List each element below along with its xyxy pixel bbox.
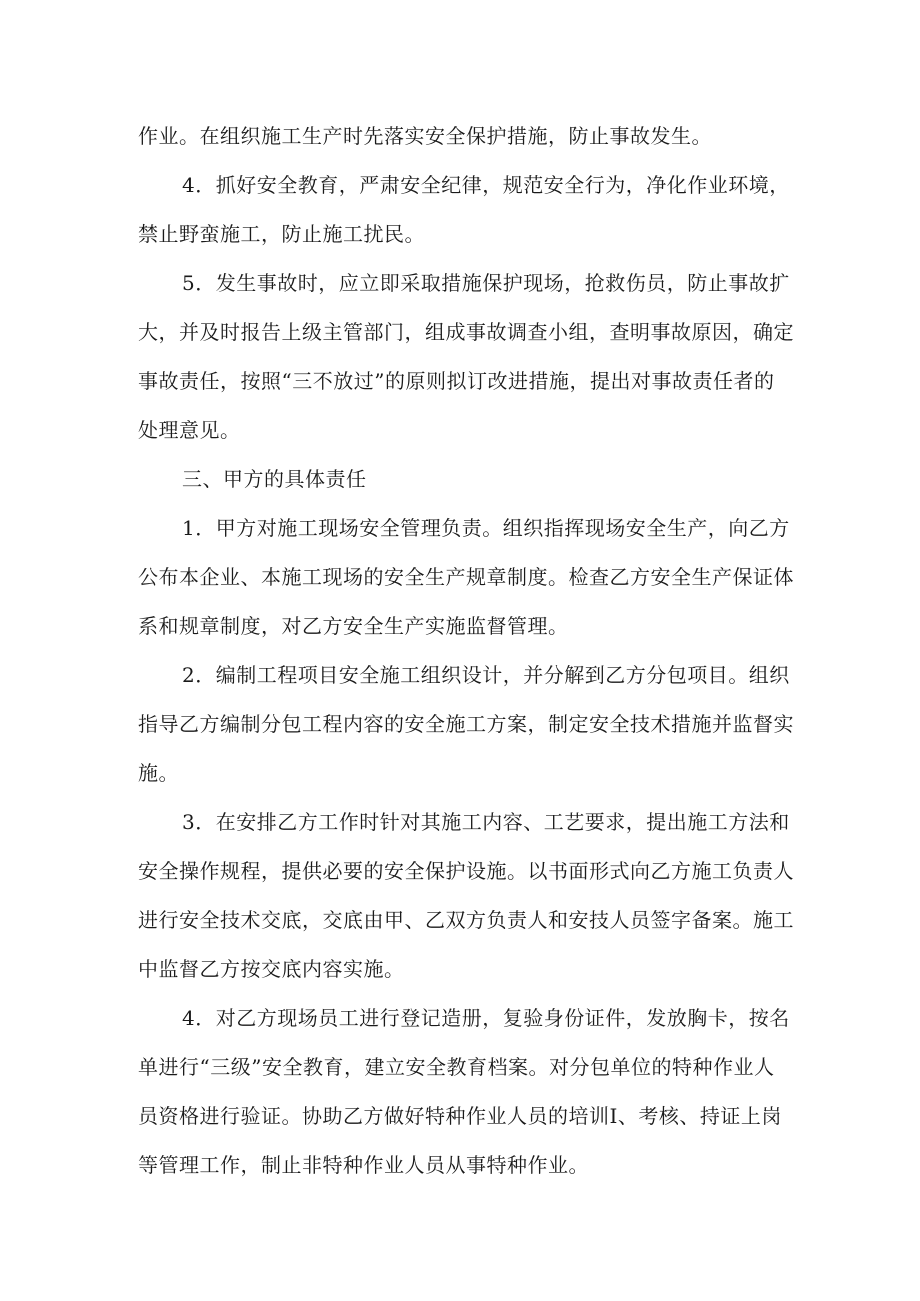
paragraph-line: 4．抓好安全教育，严肃安全纪律，规范安全行为，净化作业环境，	[182, 173, 790, 197]
paragraph-line: 员资格进行验证。协助乙方做好特种作业人员的培训I、考核、持证上岗	[138, 1104, 782, 1128]
paragraph-line: 进行安全技术交底，交底由甲、乙双方负责人和安技人员签字备案。施工	[138, 908, 794, 932]
paragraph-line: 系和规章制度，对乙方安全生产实施监督管理。	[138, 614, 569, 638]
paragraph-line: 2．编制工程项目安全施工组织设计，并分解到乙方分包项目。组织	[182, 663, 790, 687]
paragraph-line: 公布本企业、本施工现场的安全生产规章制度。检查乙方安全生产保证体	[138, 565, 794, 589]
paragraph-line: 大，并及时报告上级主管部门，组成事故调查小组，查明事故原因，确定	[138, 320, 794, 344]
paragraph-line: 处理意见。	[138, 418, 241, 442]
section-heading: 三、甲方的具体责任	[182, 467, 367, 491]
paragraph-line: 禁止野蛮施工，防止施工扰民。	[138, 222, 425, 246]
paragraph-line: 4．对乙方现场员工进行登记造册，复验身份证件，发放胸卡，按名	[182, 1006, 790, 1030]
paragraph-line: 指导乙方编制分包工程内容的安全施工方案，制定安全技术措施并监督实	[138, 712, 794, 736]
paragraph-line: 3．在安排乙方工作时针对其施工内容、工艺要求，提出施工方法和	[182, 810, 790, 834]
paragraph-line: 单进行“三级”安全教育，建立安全教育档案。对分包单位的特种作业人	[138, 1055, 775, 1079]
paragraph-line: 中监督乙方按交底内容实施。	[138, 957, 405, 981]
paragraph-line: 事故责任，按照“三不放过”的原则拟订改进措施，提出对事故责任者的	[138, 369, 775, 393]
paragraph-line: 作业。在组织施工生产时先落实安全保护措施，防止事故发生。	[138, 124, 712, 148]
paragraph-line: 1．甲方对施工现场安全管理负责。组织指挥现场安全生产，向乙方	[182, 516, 790, 540]
paragraph-line: 等管理工作，制止非特种作业人员从事特种作业。	[138, 1153, 589, 1177]
paragraph-line: 5．发生事故时，应立即采取措施保护现场，抢救伤员，防止事故扩	[182, 271, 790, 295]
paragraph-line: 安全操作规程，提供必要的安全保护设施。以书面形式向乙方施工负责人	[138, 859, 794, 883]
document-body	[138, 112, 794, 1190]
paragraph-line: 施。	[138, 761, 179, 785]
